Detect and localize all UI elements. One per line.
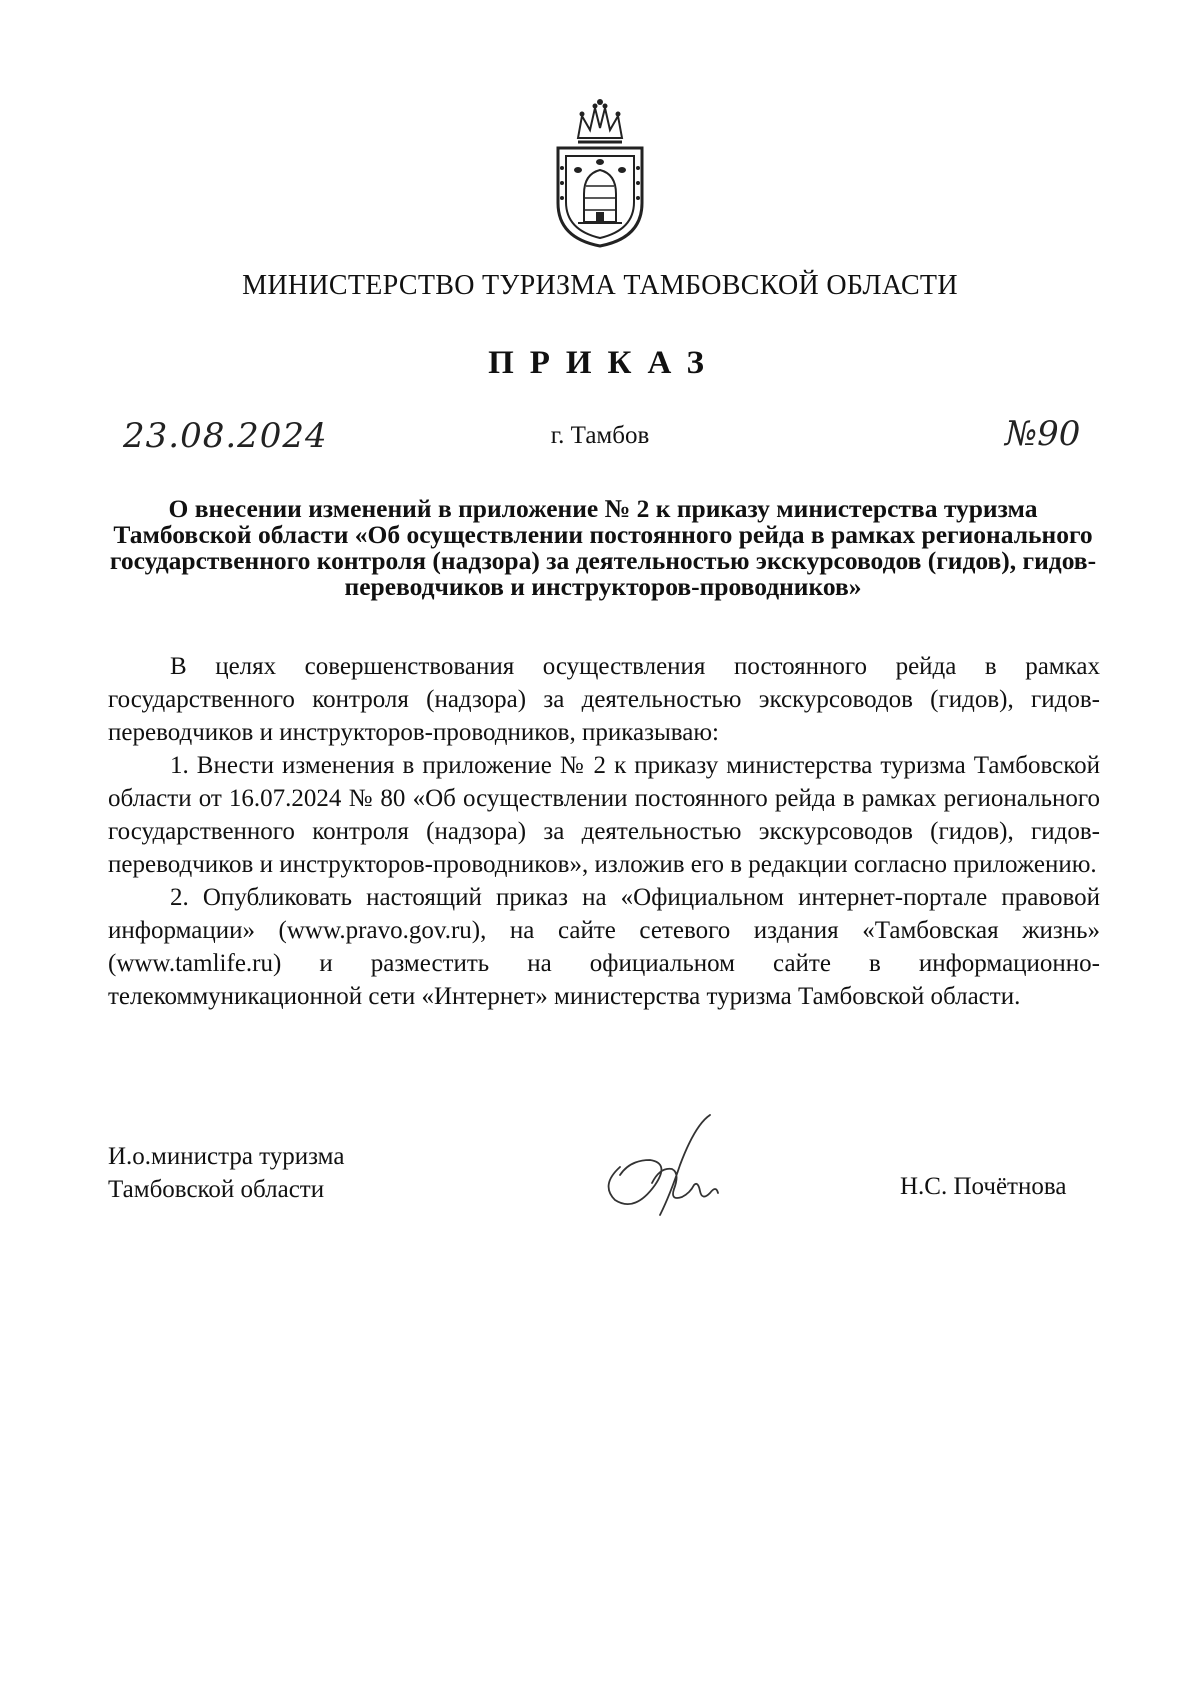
body-item-1: 1. Внести изменения в приложение № 2 к приказу министерства туризма Тамбовской области от 16.07.2024 № 80 «Об осуществлении постоянного рейда в рамках регионального государственного контроля (надзора) за деятельностью экскурсоводов (гидов), гидов-переводчиков и инструкторов-проводников», изложив его в редакции согласно приложению. <box>108 752 1100 878</box>
signatory-position-line2: Тамбовской области <box>108 1176 325 1203</box>
handwritten-signature-icon <box>590 1105 740 1225</box>
body-intro: В целях совершенствования осуществления постоянного рейда в рамках государственного контроля (надзора) за деятельностью экскурсоводов (гидов), гидов-переводчиков и инструкторов-проводников, приказываю: <box>108 653 1100 746</box>
signatory-position-line1: И.о.министра туризма <box>108 1143 345 1170</box>
signatory-position <box>108 1140 344 1206</box>
order-date: 23.08.2024 <box>123 416 328 456</box>
order-number: №90 <box>1005 414 1081 454</box>
order-body <box>108 650 1100 1013</box>
ministry-name: МИНИСТЕРСТВО ТУРИЗМА ТАМБОВСКОЙ ОБЛАСТИ <box>242 270 958 301</box>
coat-of-arms-icon <box>548 98 652 248</box>
document-title: ПРИКАЗ <box>488 345 720 381</box>
signatory-name: Н.С. Почётнова <box>900 1173 1067 1200</box>
order-subject: О внесении изменений в приложение № 2 к приказу министерства туризма Тамбовской области «Об осуществлении постоянного рейда в рамках регионального государственного контроля (надзора) за деятельностью экскурсоводов (гидов), гидов-переводчиков и инструкторов-проводников» <box>109 494 1097 601</box>
order-city: г. Тамбов <box>550 422 650 449</box>
body-item-2: 2. Опубликовать настоящий приказ на «Официальном интернет-портале правовой информации» (www.pravo.gov.ru), на сайте сетевого издания «Тамбовская жизнь» (www.tamlife.ru) и разместить на официальном сайте в информационно-телекоммуникационной сети «Интернет» министерства туризма Тамбовской области. <box>108 884 1100 1010</box>
